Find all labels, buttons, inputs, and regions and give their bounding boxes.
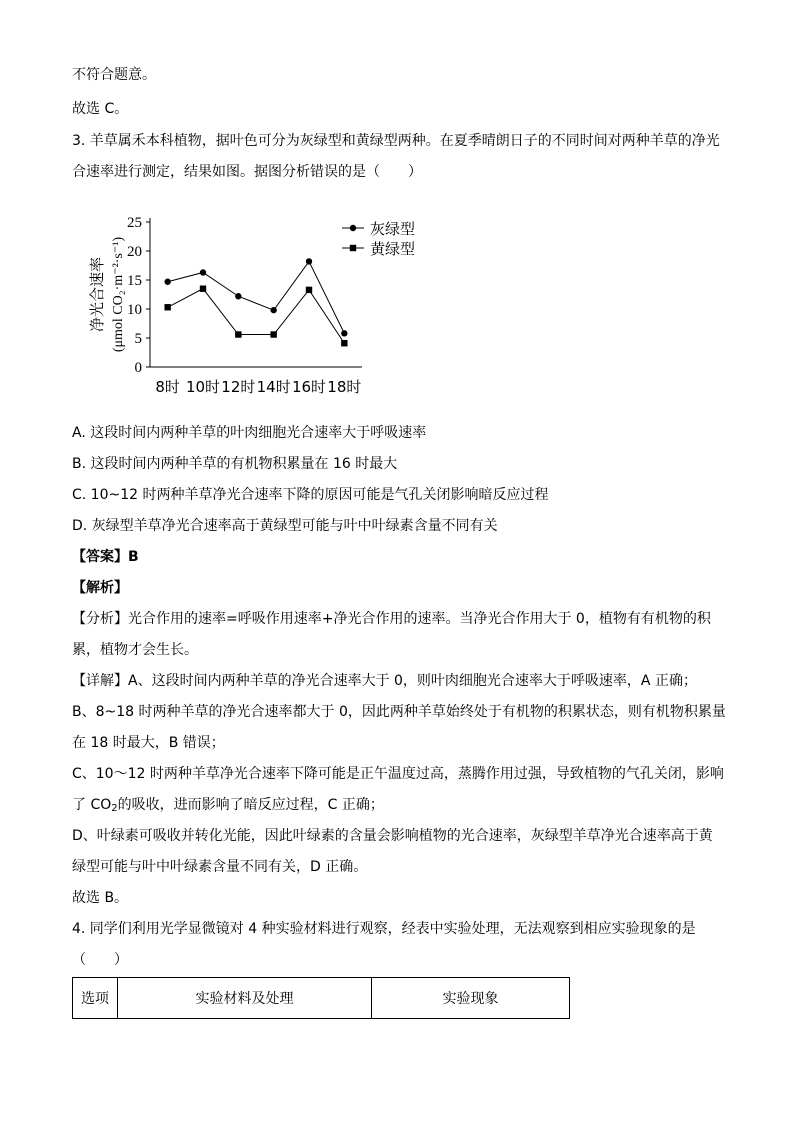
chart-axes [127,215,362,396]
option-c: C. 10~12 时两种羊草净光合速率下降的原因可能是气孔关闭影响暗反应过程 [72,487,549,503]
chart-marks [164,258,347,346]
data-point [341,330,347,336]
data-point [235,331,241,337]
data-point [306,287,312,293]
detail-line: D、叶绿素可吸收并转化光能，因此叶绿素的含量会影响植物的光合速率，灰绿型羊草净光合速率高于黄 [72,828,713,844]
option-d: D. 灰绿型羊草净光合速率高于黄绿型可能与叶中叶绿素含量不同有关 [72,518,498,534]
text-line: 故选 C。 [72,101,129,117]
y-tick-label: 15 [127,273,142,289]
detail-line: 绿型可能与叶中叶绿素含量不同有关，D 正确。 [72,859,368,875]
y-tick-label: 25 [127,215,142,231]
question-4-stem: 4. 同学们利用光学显微镜对 4 种实验材料进行观察，经表中实验处理，无法观察到相应实验现象的是 [72,921,696,937]
detail-line: C、10～12 时两种羊草净光合速率下降可能是正午温度过高，蒸腾作用过强，导致植物的气孔关闭，影响 [72,766,724,782]
x-tick-label: 16时 [291,378,327,396]
data-point [341,340,347,346]
x-tick-label: 14时 [256,378,291,396]
text-fragment: 了 [72,797,91,813]
data-point [270,307,276,313]
legend-label: 黄绿型 [370,240,416,258]
question-3-stem: 合速率进行测定，结果如图。据图分析错误的是（ ） [72,164,422,180]
legend-marker [350,225,356,231]
data-point [164,304,170,310]
data-point [235,293,241,299]
table-header-cell: 实验现象 [372,978,570,1019]
experiment-table [72,977,570,1019]
y-tick-label: 20 [127,244,142,260]
table-header-cell: 选项 [73,978,118,1019]
text-fragment: 的吸收，进而影响了暗反应过程，C 正确； [117,797,384,813]
analysis-line: 【分析】光合作用的速率=呼吸作用速率+净光合作用的速率。当净光合作用大于 0，植物有有机物的积 [72,611,711,627]
net-photosynthesis-chart [80,205,440,405]
analysis-line: 累，植物才会生长。 [72,642,198,658]
x-tick-label: 10时 [185,378,221,396]
co2-subscript: 2 [111,803,118,814]
question-3-stem: 3. 羊草属禾本科植物，据叶色可分为灰绿型和黄绿型两种。在夏季晴朗日子的不同时间对两种羊草的净光 [72,133,720,149]
text-line: 故选 B。 [72,890,129,906]
chart-legend [342,220,415,258]
data-point [306,258,312,264]
y-axis-label: 净光合速率 [88,256,106,333]
y-tick-label: 5 [134,331,142,347]
y-tick-label: 0 [134,360,142,376]
table-header-cell: 实验材料及处理 [118,978,372,1019]
option-b: B. 这段时间内两种羊草的有机物积累量在 16 时最大 [72,456,398,472]
data-point [164,279,170,285]
table-header-row [73,978,570,1019]
detail-line [72,796,384,814]
series-line [168,261,345,333]
answer-line: 【答案】B [72,549,139,565]
analysis-heading: 【解析】 [72,580,128,596]
data-point [270,331,276,337]
chart-y-label [88,237,126,353]
question-4-stem: （ ） [72,952,128,968]
legend-label: 灰绿型 [370,220,416,238]
legend-marker [350,245,356,251]
detail-line: 在 18 时最大，B 错误； [72,735,225,751]
data-point [200,269,206,275]
co2-formula: CO [90,797,112,813]
text-line: 不符合题意。 [72,67,156,83]
y-tick-label: 10 [127,302,142,318]
option-a: A. 这段时间内两种羊草的叶肉细胞光合速率大于呼吸速率 [72,425,427,441]
detail-line: B、8~18 时两种羊草的净光合速率都大于 0，因此两种羊草始终处于有机物的积累状态，则有机物积累量 [72,704,726,720]
detail-line: 【详解】A、这段时间内两种羊草的净光合速率大于 0，则叶肉细胞光合速率大于呼吸速率，A 正确； [72,673,697,689]
y-axis-unit: (μmol CO₂·m⁻²·s⁻¹) [111,236,126,353]
series-line [168,289,345,344]
x-tick-label: 12时 [221,378,256,396]
data-point [200,286,206,292]
x-tick-label: 18时 [327,378,362,396]
x-tick-label: 8时 [155,378,180,396]
